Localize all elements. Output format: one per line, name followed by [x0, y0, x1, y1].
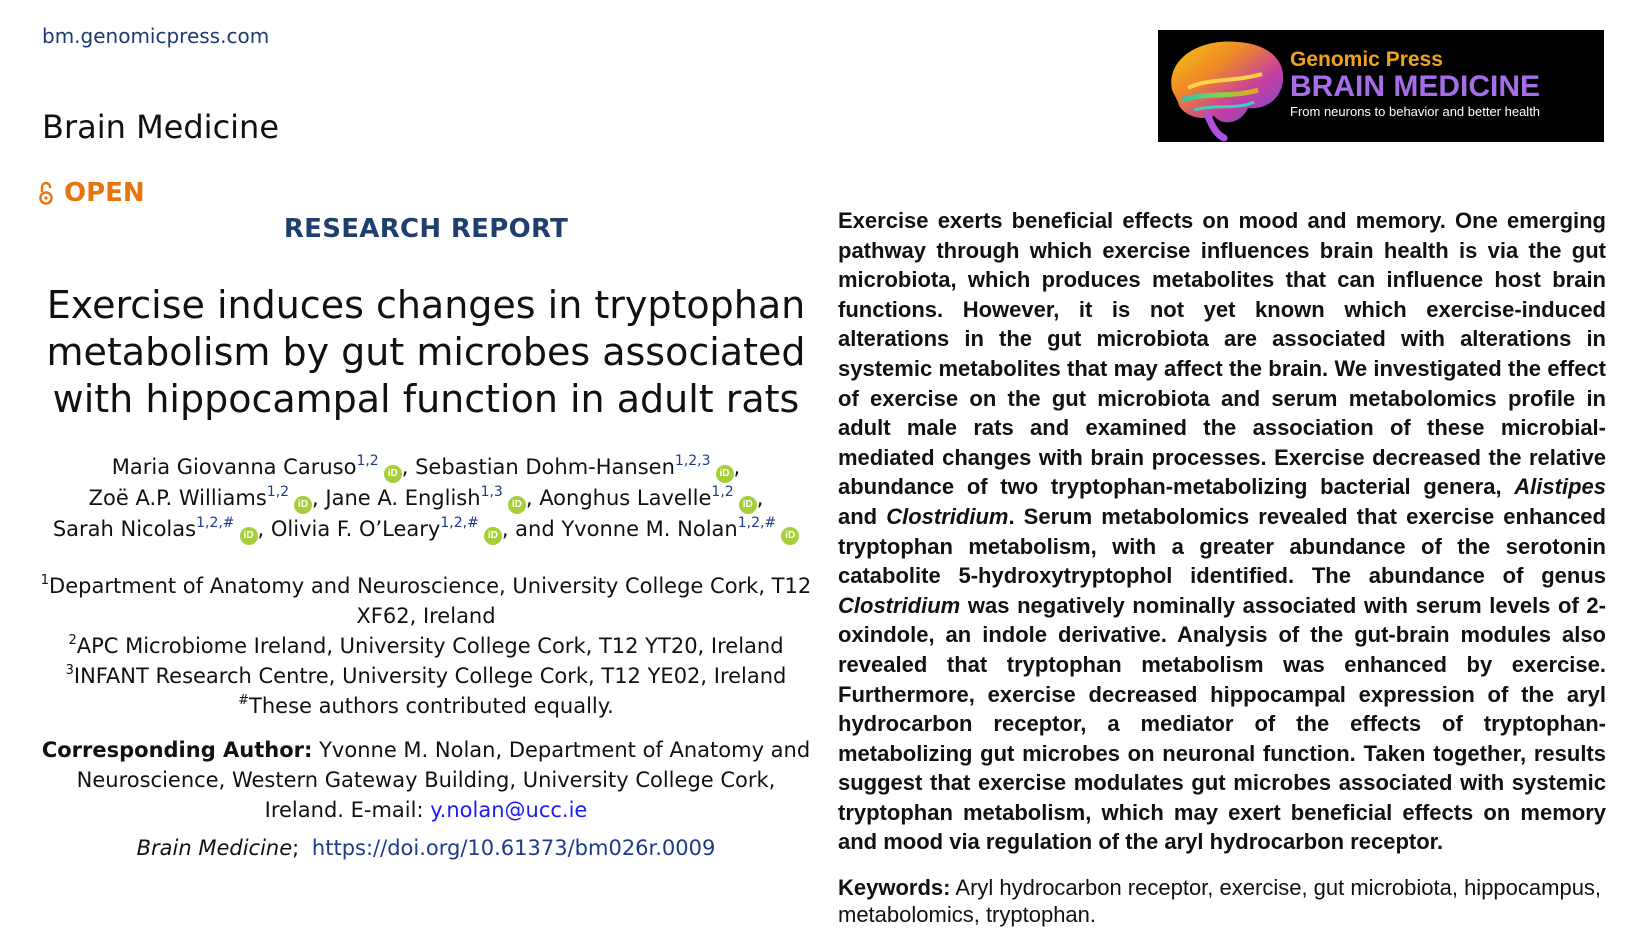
abstract-part: and [838, 503, 878, 529]
affiliation-item [36, 661, 816, 691]
abstract-part: was negatively nominally associated with serum levels of 2-oxindole, an indole derivative. Analysis of the gut-brain modules also revealed that tryptophan metabolism was enhanced by exercise. Furthermore, exercise decreased hippocampal expression of the aryl hydrocarbon receptor, a mediator of the effects of tryptophan-metabolizing gut microbes on neuronal function. Taken together, results suggest that exercise modulates gut microbes associated with systemic tryptophan metabolism, which may exert beneficial effects on memory and mood via regulation of the aryl hydrocarbon receptor. [838, 592, 1606, 855]
logo-journal: BRAIN MEDICINE [1290, 70, 1541, 103]
author-affiliation-marks: 1,2,# [737, 515, 777, 531]
keywords [838, 874, 1606, 928]
orcid-icon[interactable]: iD [739, 496, 757, 514]
keywords-text: Aryl hydrocarbon receptor, exercise, gut microbiota, hippocampus, metabolomics, tryptophan. [838, 875, 1602, 927]
citation-separator: ; [292, 836, 300, 860]
author-name: Olivia F. O’Leary [270, 517, 441, 541]
affiliation-item [36, 571, 816, 631]
corresponding-author [36, 735, 816, 825]
article-title: Exercise induces changes in tryptophan metabolism by gut microbes associated with hippocampal function in adult rats [46, 283, 806, 421]
author-name: Jane A. English [325, 486, 481, 510]
affiliation-mark: 2 [68, 633, 77, 648]
author-affiliation-marks: 1,2,3 [674, 453, 711, 469]
author-affiliation-marks: 1,3 [480, 484, 503, 500]
author-name: Sebastian Dohm-Hansen [415, 455, 675, 479]
affiliation-mark: 1 [40, 573, 50, 588]
author-name: Aonghus Lavelle [539, 486, 712, 510]
author-separator: , [525, 486, 540, 510]
affiliation-list [36, 571, 816, 721]
doi-link[interactable]: https://doi.org/10.61373/bm026r.0009 [311, 836, 716, 860]
orcid-icon[interactable]: iD [240, 527, 258, 545]
affiliation-text: These authors contributed equally. [249, 694, 614, 718]
author-affiliation-marks: 1,2,# [440, 515, 479, 531]
genus-name: Clostridium [886, 503, 1009, 529]
affiliation-text: APC Microbiome Ireland, University College Cork, T12 YT20, Ireland [76, 634, 784, 658]
author-name: Maria Giovanna Caruso [111, 455, 357, 479]
author-name: Zoë A.P. Williams [88, 486, 267, 510]
author [53, 517, 271, 541]
author-separator: , and [501, 517, 562, 541]
author-separator: , [733, 455, 741, 479]
genus-name: Clostridium [838, 592, 961, 618]
orcid-icon[interactable]: iD [294, 496, 312, 514]
affiliation-mark: 3 [65, 663, 74, 678]
author [539, 486, 763, 510]
author [325, 486, 539, 510]
citation-journal: Brain Medicine [136, 836, 293, 860]
corresponding-text: Yvonne M. Nolan, Department of Anatomy and Neuroscience, Western Gateway Building, University College Cork, Ireland. E-mail: [76, 738, 811, 822]
affiliation-mark: # [238, 693, 250, 708]
author-affiliation-marks: 1,2 [711, 484, 734, 500]
citation [36, 836, 816, 860]
brain-shape [1171, 42, 1283, 123]
logo-tagline: From neurons to behavior and better health [1290, 104, 1541, 119]
open-label: OPEN [64, 178, 145, 208]
email-link[interactable]: y.nolan@ucc.ie [430, 798, 588, 822]
orcid-icon[interactable]: iD [484, 527, 502, 545]
abstract [838, 206, 1606, 857]
open-access-badge [38, 178, 145, 208]
genus-name: Alistipes [1514, 474, 1606, 500]
equal-contribution-note [36, 691, 816, 721]
corresponding-label: Corresponding Author: [41, 738, 313, 762]
author [561, 517, 799, 541]
journal-logo [1158, 30, 1604, 142]
article-type-label: RESEARCH REPORT [283, 214, 569, 244]
orcid-icon[interactable]: iD [384, 465, 402, 483]
orcid-icon[interactable]: iD [781, 527, 799, 545]
author-affiliation-marks: 1,2 [266, 484, 290, 500]
journal-name: Brain Medicine [42, 108, 280, 146]
author [89, 486, 326, 510]
logo-publisher: Genomic Press [1290, 48, 1443, 71]
author-affiliation-marks: 1,2 [356, 453, 379, 469]
affiliation-text: INFANT Research Centre, University College Cork, T12 YE02, Ireland [73, 664, 787, 688]
author-name: Yvonne M. Nolan [561, 517, 738, 541]
abstract-part: Exercise exerts beneficial effects on mood and memory. One emerging pathway through which exercise influences brain health is via the gut microbiota, which produces metabolites that can influence host brain functions. However, it is not yet known which exercise-induced alterations in the gut microbiota are associated with alterations in systemic metabolites that may affect the brain. We investigated the effect of exercise on the gut microbiota and serum metabolomics profile in adult male rats and examined the association of these microbial-mediated changes with brain processes. Exercise decreased the relative abundance of two tryptophan-metabolizing bacterial genera, [838, 208, 1606, 500]
brain-logo-graphic [1158, 30, 1604, 142]
orcid-icon[interactable]: iD [716, 465, 734, 483]
author-list [36, 452, 816, 545]
author-affiliation-marks: 1,2,# [196, 515, 235, 531]
author-separator: , [312, 486, 326, 510]
author [112, 455, 415, 479]
author-name: Sarah Nicolas [52, 517, 197, 541]
open-lock-icon [38, 181, 54, 205]
author [415, 455, 740, 479]
affiliation-item [36, 631, 816, 661]
orcid-icon[interactable]: iD [508, 496, 526, 514]
abstract-part: . Serum metabolomics revealed that exercise enhanced tryptophan metabolism, with a greater abundance of the serotonin catabolite 5-hydroxytryptophol identified. The abundance of genus [838, 503, 1606, 589]
author-separator: , [401, 455, 416, 479]
author [271, 517, 561, 541]
site-url[interactable]: bm.genomicpress.com [42, 24, 270, 48]
affiliation-text: Department of Anatomy and Neuroscience, University College Cork, T12 XF62, Ireland [49, 574, 812, 628]
author-separator: , [257, 517, 271, 541]
keywords-label: Keywords: [838, 875, 951, 900]
author-separator: , [756, 486, 764, 510]
